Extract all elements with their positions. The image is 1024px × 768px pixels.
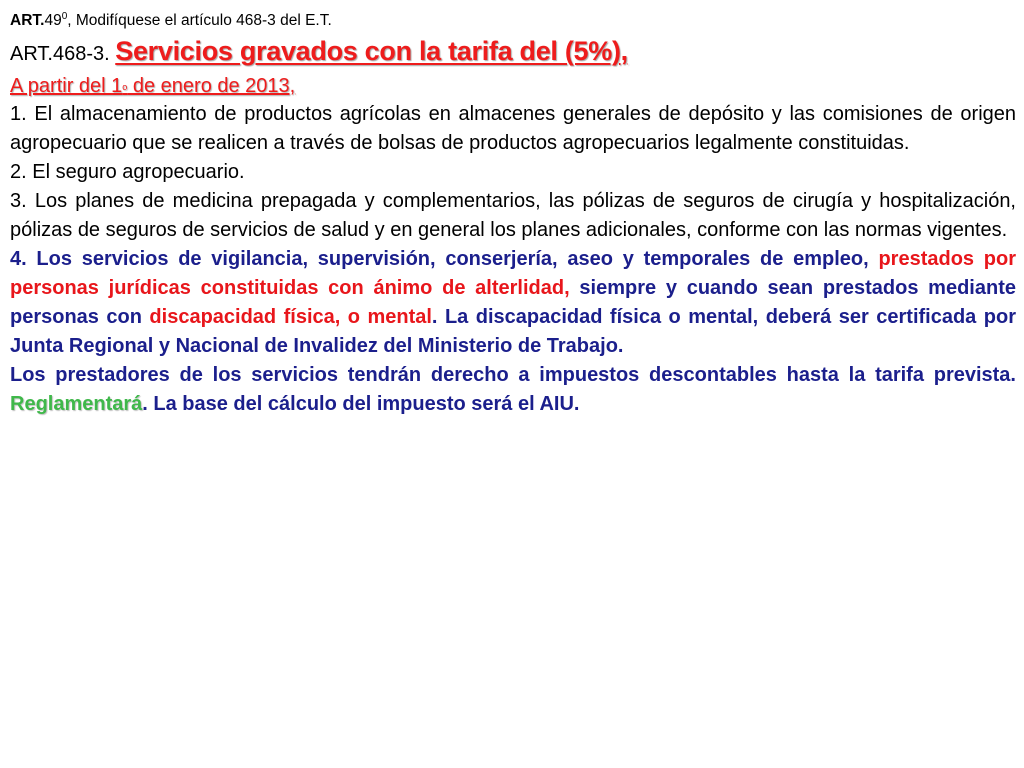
article-number: 49: [44, 12, 62, 29]
article-superscript: 0: [61, 11, 68, 22]
title-main: Servicios gravados con la tarifa del (5%),: [115, 36, 628, 66]
item-4-red-text-1: prestados por personas jurídicas constituidas con ánimo de alterlidad,: [10, 248, 1017, 299]
page-title: [10, 34, 1016, 73]
article-label: ART.: [10, 12, 45, 29]
slide-content: [10, 6, 1016, 419]
item-3-paragraph: 3. Los planes de medicina prepagada y complementarios, las pólizas de seguros de cirugía y hospitalización, pólizas de seguros de servicios de salud y en general los planes adicionales, conforme con las normas vigentes.: [10, 190, 1016, 241]
item-2-paragraph: 2. El seguro agropecuario.: [10, 161, 245, 183]
closing-part-3: . La base del cálculo del impuesto será el AIU.: [142, 393, 580, 415]
title-prefix: ART.468-3.: [10, 43, 116, 65]
article-header: [10, 6, 1016, 32]
effective-date: [10, 73, 1016, 100]
item-4-paragraph: [10, 245, 1016, 361]
item-4-red-text-2: discapacidad física, o mental: [149, 306, 432, 328]
closing-green-text: Reglamentará: [10, 393, 143, 415]
item-1-paragraph: 1. El almacenamiento de productos agrícolas en almacenes generales de depósito y las comisiones de origen agropecuario que se realicen a través de bolsas de productos agropecuarios legalmente constituidas.: [10, 103, 1016, 154]
article-header-text: , Modifíquese el artículo 468-3 del E.T.: [67, 12, 332, 29]
item-4-part-1: 4. Los servicios de vigilancia, supervisión, conserjería, aseo y temporales de empleo,: [10, 248, 879, 270]
date-after: de enero de 2013,: [127, 75, 296, 97]
date-ordinal: o: [122, 82, 128, 92]
closing-part-1: Los prestadores de los servicios tendrán derecho a impuestos descontables hasta la tarifa prevista.: [10, 364, 1016, 386]
item-4-part-3: siempre y cuando sean prestados mediante personas con: [10, 277, 1016, 328]
item-4-part-5: . La discapacidad física o mental, deberá ser certificada por Junta Regional y Nacional de Invalidez del Ministerio de Trabajo.: [10, 306, 1016, 357]
closing-paragraph: [10, 361, 1016, 419]
date-before: A partir del 1: [10, 75, 123, 97]
